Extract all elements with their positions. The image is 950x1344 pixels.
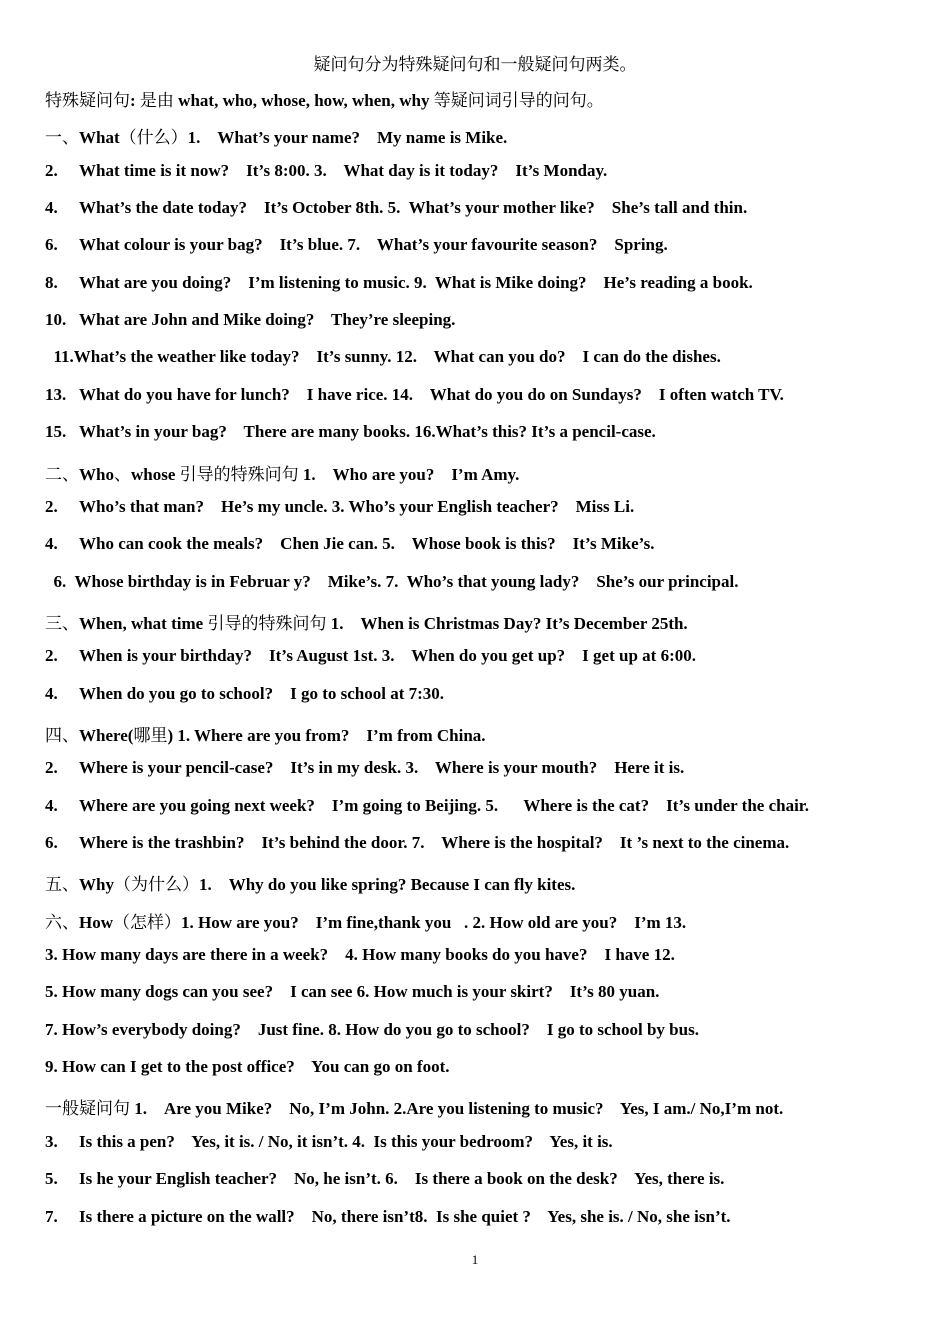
- question-text: What do you have for lunch? I have rice. 14. What do you do on Sundays? I often watch TV.: [79, 384, 784, 404]
- question-text: 五、Why（为什么）1. Why do you like spring? Because I can fly kites.: [45, 875, 576, 895]
- question-number: 6.: [45, 235, 58, 255]
- question-text: Is there a picture on the wall? No, there isn’t8. Is she quiet ? Yes, she is. / No, she isn’t.: [79, 1206, 731, 1226]
- question-line: [0, 534, 950, 558]
- question-number: 7.: [45, 1206, 58, 1226]
- question-text: Where is the trashbin? It’s behind the door. 7. Where is the hospital? It ’s next to the cinema.: [79, 833, 790, 852]
- question-text: Is he your English teacher? No, he isn’t. 6. Is there a book on the desk? Yes, there is.: [79, 1169, 725, 1189]
- question-line: [0, 347, 950, 371]
- question-line: [0, 273, 950, 297]
- question-line: [0, 1020, 950, 1044]
- question-line: [0, 1132, 950, 1156]
- page-title: 疑问句分为特殊疑问句和一般疑问句两类。: [313, 55, 637, 74]
- question-text: 一般疑问句 1. Are you Mike? No, I’m John. 2.Are you listening to music? Yes, I am./ No,I’m not.: [45, 1099, 784, 1119]
- question-text: 7. How’s everybody doing? Just fine. 8. How do you go to school? I go to school by bus.: [45, 1019, 699, 1039]
- question-number: 3.: [45, 1131, 58, 1151]
- question-text: 一、What（什么）1. What’s your name? My name is Mike.: [45, 128, 508, 148]
- question-line: [0, 945, 950, 969]
- question-number: 8.: [45, 272, 58, 292]
- question-text: Who can cook the meals? Chen Jie can. 5. Whose book is this? It’s Mike’s.: [79, 534, 655, 554]
- question-text: Where are you going next week? I’m going to Beijing. 5. Where is the cat? It’s under the chair.: [79, 795, 810, 815]
- question-line: [0, 1207, 950, 1231]
- question-text: 六、How（怎样）1. How are you? I’m fine,thank you . 2. How old are you? I’m 13.: [45, 912, 687, 932]
- question-number: 5.: [45, 1169, 58, 1189]
- question-text: When is your birthday? It’s August 1st. 3. When do you get up? I get up at 6:00.: [79, 646, 696, 666]
- question-text: What time is it now? It’s 8:00. 3. What day is it today? It’s Monday.: [79, 160, 608, 180]
- question-line: [0, 758, 950, 782]
- question-line: [0, 1094, 950, 1118]
- question-number: 10.: [45, 310, 67, 330]
- question-line: [0, 123, 950, 147]
- question-line: [0, 385, 950, 409]
- question-number: 13.: [45, 384, 67, 404]
- question-text: Where is your pencil-case? It’s in my desk. 3. Where is your mouth? Here it is.: [79, 758, 685, 778]
- question-line: [0, 161, 950, 185]
- question-text: Is this a pen? Yes, it is. / No, it isn’t. 4. Is this your bedroom? Yes, it is.: [79, 1131, 613, 1151]
- question-line: [0, 721, 950, 745]
- question-number: 4.: [45, 534, 58, 554]
- question-line: [0, 497, 950, 521]
- question-number: 2.: [45, 496, 58, 516]
- question-number: 4.: [45, 795, 58, 815]
- question-text: What’s the date today? It’s October 8th. 5. What’s your mother like? She’s tall and thin.: [79, 198, 748, 218]
- question-text: 特殊疑问句: 是由 what, who, whose, how, when, why 等疑问词引导的问句。: [45, 91, 604, 110]
- question-line: [0, 198, 950, 222]
- question-text: 四、Where(哪里) 1. Where are you from? I’m from China.: [45, 725, 486, 745]
- page-number: 1: [471, 1252, 479, 1267]
- question-line: [0, 310, 950, 334]
- question-text: 9. How can I get to the post office? You can go on foot.: [45, 1057, 450, 1077]
- question-text: Who’s that man? He’s my uncle. 3. Who’s your English teacher? Miss Li.: [79, 496, 635, 516]
- question-line: [0, 1169, 950, 1193]
- question-line: [0, 422, 950, 446]
- question-text: 6. Whose birthday is in Februar y? Mike’s. 7. Who’s that young lady? She’s our principal.: [45, 571, 739, 591]
- question-line: [0, 1057, 950, 1081]
- question-text: 3. How many days are there in a week? 4. How many books do you have? I have 12.: [45, 945, 675, 965]
- question-text: What are you doing? I’m listening to music. 9. What is Mike doing? He’s reading a book.: [79, 272, 753, 292]
- question-text: What are John and Mike doing? They’re sleeping.: [79, 310, 456, 330]
- question-number: 4.: [45, 683, 58, 703]
- question-number: 4.: [45, 198, 58, 218]
- question-line: [0, 908, 950, 932]
- question-line: [0, 796, 950, 820]
- question-line: [0, 86, 950, 110]
- question-number: 2.: [45, 646, 58, 666]
- question-number: 15.: [45, 422, 67, 442]
- question-text: What colour is your bag? It’s blue. 7. What’s your favourite season? Spring.: [79, 235, 668, 255]
- question-line: [0, 833, 950, 857]
- question-text: 11.What’s the weather like today? It’s sunny. 12. What can you do? I can do the dishes.: [45, 347, 721, 367]
- question-text: 5. How many dogs can you see? I can see 6. How much is your skirt? It’s 80 yuan.: [45, 982, 660, 1002]
- question-number: 6.: [45, 833, 58, 852]
- question-line: [0, 609, 950, 633]
- question-line: [0, 235, 950, 259]
- question-text: When do you go to school? I go to school at 7:30.: [79, 683, 445, 703]
- question-line: [0, 460, 950, 484]
- question-text: 三、When, what time 引导的特殊问句 1. When is Christmas Day? It’s December 25th.: [45, 613, 688, 633]
- question-text: 二、Who、whose 引导的特殊问句 1. Who are you? I’m Amy.: [45, 464, 520, 484]
- question-line: [0, 646, 950, 670]
- question-line: [0, 870, 950, 894]
- question-line: [0, 684, 950, 708]
- question-number: 2.: [45, 758, 58, 778]
- question-line: [0, 982, 950, 1006]
- question-line: [0, 572, 950, 596]
- question-text: What’s in your bag? There are many books. 16.What’s this? It’s a pencil-case.: [79, 422, 656, 442]
- question-number: 2.: [45, 160, 58, 180]
